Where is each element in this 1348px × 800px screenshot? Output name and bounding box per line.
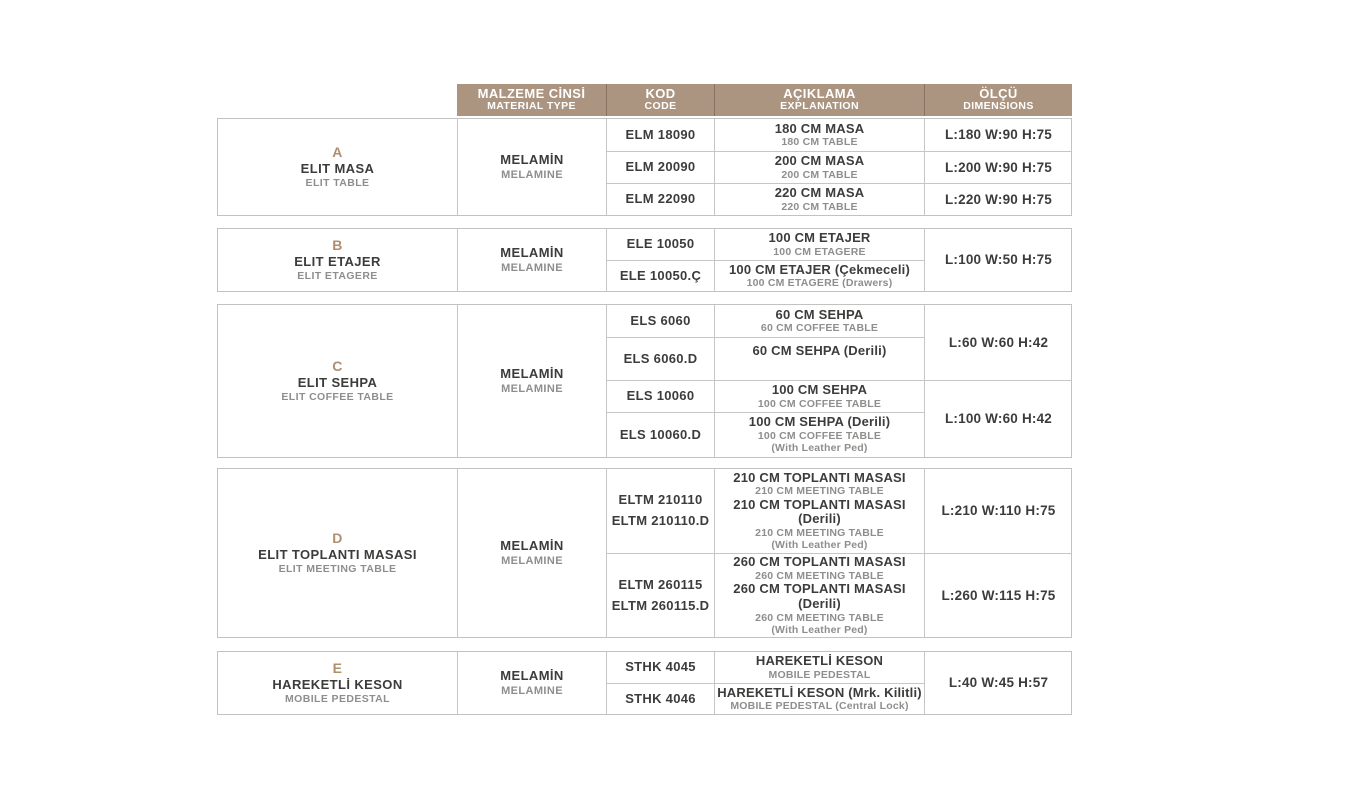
dimensions-text: L:100 W:50 H:75 — [944, 252, 1053, 268]
section-letter: D — [332, 530, 343, 547]
explanation-line-en: 210 CM MEETING TABLE — [755, 485, 884, 498]
explanation-line-en: MOBILE PEDESTAL (Central Lock) — [730, 700, 909, 713]
code-text: ELTM 210110.D — [611, 513, 710, 528]
section-D — [217, 468, 1072, 638]
material-en: MELAMINE — [501, 684, 563, 697]
explanation-line-tr: 180 CM MASA — [774, 120, 865, 136]
explanation-line-en: 100 CM COFFEE TABLE — [757, 430, 882, 443]
explanation-line-en: (With Leather Ped) — [771, 623, 868, 636]
dimensions-text: L:220 W:90 H:75 — [944, 191, 1053, 207]
material-en: MELAMINE — [501, 261, 563, 274]
section-letter: B — [332, 237, 343, 254]
explanation-cell — [714, 412, 924, 457]
product-name-en: ELIT COFFEE TABLE — [281, 391, 394, 404]
explanation-cell — [714, 260, 924, 291]
code-text: ELTM 260115 — [618, 576, 703, 592]
header-material-type-tr: MALZEME CİNSİ — [477, 85, 586, 101]
explanation-cell — [714, 151, 924, 183]
product-name-en: ELIT ETAGERE — [297, 270, 378, 283]
code-text: ELS 10060 — [626, 388, 695, 404]
catalog-table — [217, 84, 1072, 715]
explanation-cell — [714, 683, 924, 714]
header-explanation-en: EXPLANATION — [780, 100, 859, 113]
code-text: ELM 22090 — [625, 191, 696, 207]
dimensions-cell — [924, 652, 1072, 714]
product-name-cell — [218, 229, 457, 291]
material-tr: MELAMİN — [500, 244, 564, 260]
dimensions-text: L:60 W:60 H:42 — [948, 334, 1049, 350]
material-cell — [457, 469, 606, 637]
code-cell — [606, 229, 714, 260]
explanation-line-tr: 200 CM MASA — [774, 153, 865, 168]
code-cell — [606, 683, 714, 714]
explanation-cell — [714, 380, 924, 412]
material-tr: MELAMİN — [500, 537, 564, 553]
explanation-cell — [714, 553, 924, 637]
explanation-cell — [714, 183, 924, 215]
code-cell — [606, 337, 714, 380]
dimensions-cell — [924, 380, 1072, 457]
explanation-line-en: 200 CM TABLE — [781, 168, 858, 181]
product-name-cell — [218, 119, 457, 215]
code-text: ELE 10050.Ç — [619, 267, 702, 283]
explanation-cell — [714, 119, 924, 151]
product-name-en: MOBILE PEDESTAL — [285, 693, 390, 706]
explanation-line-tr: 210 CM TOPLANTI MASASI — [733, 469, 906, 485]
explanation-line-tr: 220 CM MASA — [774, 185, 865, 200]
section-letter: C — [332, 358, 343, 375]
explanation-line-tr: (Derili) — [798, 595, 841, 611]
header-dimensions — [924, 84, 1072, 116]
dimensions-text: L:200 W:90 H:75 — [944, 159, 1053, 175]
product-name-tr: ELIT MASA — [300, 160, 375, 176]
explanation-cell — [714, 229, 924, 260]
dimensions-cell — [924, 553, 1072, 637]
header-material-type — [457, 84, 606, 116]
code-cell — [606, 380, 714, 412]
header-dimensions-en: DIMENSIONS — [963, 100, 1034, 113]
material-en: MELAMINE — [501, 382, 563, 395]
dimensions-text: L:260 W:115 H:75 — [941, 587, 1056, 603]
sections-container — [217, 118, 1072, 715]
explanation-line-tr: 210 CM TOPLANTI MASASI — [733, 496, 906, 512]
explanation-line-tr: HAREKETLİ KESON — [755, 653, 884, 668]
header-material-type-en: MATERIAL TYPE — [487, 100, 576, 113]
code-text: STHK 4045 — [625, 659, 696, 675]
section-A — [217, 118, 1072, 216]
product-name-en: ELIT MEETING TABLE — [278, 563, 397, 576]
explanation-line-tr: 100 CM SEHPA (Derili) — [748, 414, 891, 430]
explanation-line-en: (With Leather Ped) — [771, 442, 868, 455]
dimensions-text: L:40 W:45 H:57 — [948, 675, 1049, 691]
explanation-line-tr: 100 CM SEHPA — [771, 382, 868, 397]
product-name-cell — [218, 469, 457, 637]
code-cell — [606, 119, 714, 151]
code-text: ELS 10060.D — [619, 426, 702, 442]
dimensions-cell — [924, 119, 1072, 151]
material-cell — [457, 652, 606, 714]
header-code-tr: KOD — [645, 85, 676, 101]
header-code-en: CODE — [644, 100, 677, 113]
product-name-tr: ELIT SEHPA — [297, 374, 378, 390]
header-explanation — [714, 84, 924, 116]
header-explanation-tr: AÇIKLAMA — [783, 85, 856, 101]
explanation-cell — [714, 305, 924, 337]
explanation-line-en: 220 CM TABLE — [781, 200, 858, 213]
code-cell — [606, 553, 714, 637]
material-cell — [457, 119, 606, 215]
explanation-line-en: 180 CM TABLE — [781, 136, 858, 149]
code-text: ELTM 260115.D — [611, 597, 710, 613]
explanation-line-tr: 60 CM SEHPA — [775, 306, 864, 322]
section-B — [217, 228, 1072, 292]
code-text: STHK 4046 — [625, 690, 696, 706]
explanation-line-en: 260 CM MEETING TABLE — [755, 569, 884, 582]
explanation-line-tr: HAREKETLİ KESON (Mrk. Kilitli) — [717, 684, 922, 700]
explanation-line-en: (With Leather Ped) — [771, 539, 868, 552]
explanation-line-tr: (Derili) — [798, 511, 841, 527]
code-cell — [606, 183, 714, 215]
product-name-tr: HAREKETLİ KESON — [272, 676, 403, 692]
dimensions-cell — [924, 305, 1072, 380]
section-letter: E — [332, 660, 343, 677]
code-text: ELS 6060 — [630, 312, 691, 328]
explanation-line-tr: 60 CM SEHPA (Derili) — [752, 343, 887, 358]
material-tr: MELAMİN — [500, 365, 564, 381]
code-text: ELTM 210110 — [618, 492, 703, 508]
table-header-row — [457, 84, 1072, 116]
code-cell — [606, 652, 714, 683]
explanation-line-en: 210 CM MEETING TABLE — [755, 527, 884, 540]
product-name-tr: ELIT ETAJER — [294, 253, 381, 269]
code-text: ELE 10050 — [626, 236, 695, 252]
code-cell — [606, 412, 714, 457]
material-tr: MELAMİN — [500, 151, 564, 167]
dimensions-cell — [924, 229, 1072, 291]
dimensions-text: L:210 W:110 H:75 — [941, 503, 1056, 519]
explanation-line-en: 100 CM ETAGERE — [773, 245, 866, 258]
explanation-line-tr: 260 CM TOPLANTI MASASI — [733, 554, 906, 569]
code-text: ELS 6060.D — [623, 350, 698, 366]
dimensions-cell — [924, 151, 1072, 183]
explanation-cell — [714, 652, 924, 683]
material-en: MELAMINE — [501, 554, 563, 567]
material-cell — [457, 305, 606, 457]
explanation-line-en: 60 CM COFFEE TABLE — [760, 322, 879, 335]
explanation-line-tr: 100 CM ETAJER — [768, 230, 871, 245]
explanation-line-tr: 100 CM ETAJER (Çekmeceli) — [728, 261, 911, 277]
explanation-line-en: 100 CM COFFEE TABLE — [757, 397, 882, 410]
code-text: ELM 20090 — [625, 159, 696, 175]
product-name-cell — [218, 652, 457, 714]
code-text: ELM 18090 — [625, 126, 696, 142]
header-code — [606, 84, 714, 116]
product-name-tr: ELIT TOPLANTI MASASI — [258, 546, 417, 562]
product-name-cell — [218, 305, 457, 457]
header-dimensions-tr: ÖLÇÜ — [979, 85, 1018, 101]
explanation-line-en: 100 CM ETAGERE (Drawers) — [746, 277, 893, 290]
explanation-line-tr: 260 CM TOPLANTI MASASI — [733, 581, 906, 596]
dimensions-cell — [924, 183, 1072, 215]
explanation-cell — [714, 469, 924, 553]
code-cell — [606, 260, 714, 291]
material-en: MELAMINE — [501, 168, 563, 181]
material-cell — [457, 229, 606, 291]
section-C — [217, 304, 1072, 458]
section-E — [217, 651, 1072, 715]
explanation-line-en: 260 CM MEETING TABLE — [755, 611, 884, 624]
product-name-en: ELIT TABLE — [305, 177, 370, 190]
explanation-cell — [714, 337, 924, 380]
section-letter: A — [332, 144, 343, 161]
explanation-line-en: MOBILE PEDESTAL — [768, 668, 871, 681]
material-tr: MELAMİN — [500, 667, 564, 683]
code-cell — [606, 469, 714, 553]
code-cell — [606, 151, 714, 183]
code-cell — [606, 305, 714, 337]
dimensions-cell — [924, 469, 1072, 553]
dimensions-text: L:100 W:60 H:42 — [944, 411, 1053, 427]
dimensions-text: L:180 W:90 H:75 — [944, 127, 1053, 143]
